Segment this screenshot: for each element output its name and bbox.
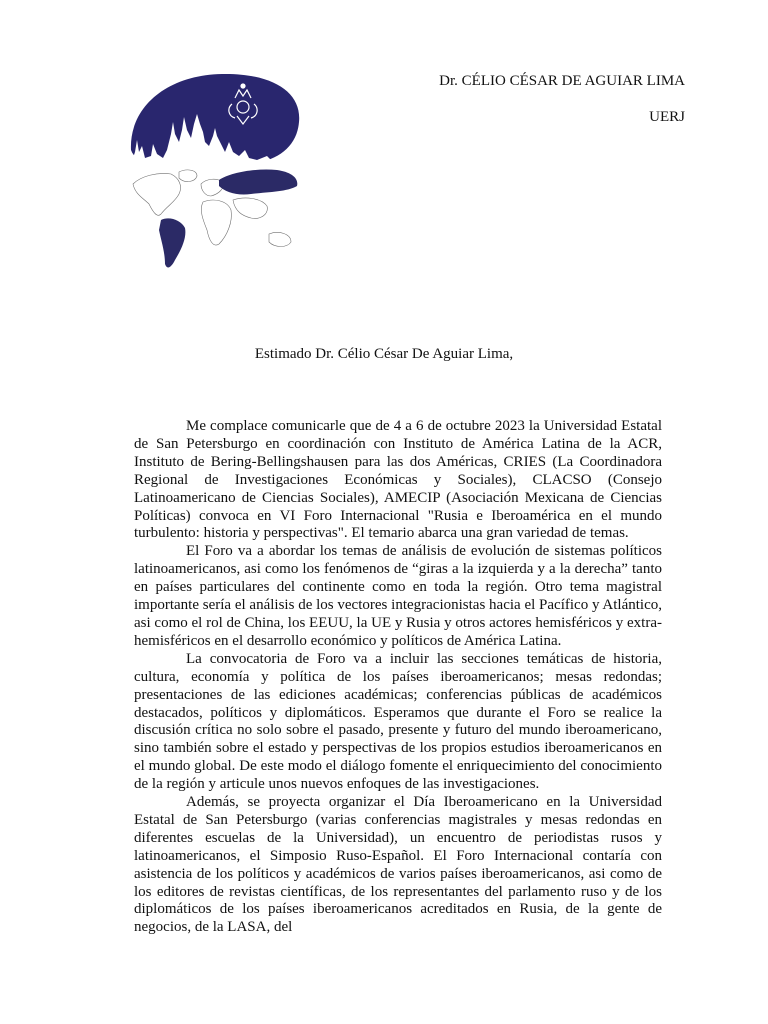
- salutation: Estimado Dr. Célio César De Aguiar Lima,: [254, 346, 514, 362]
- institution-logo: [127, 72, 302, 272]
- recipient-block: [439, 72, 685, 126]
- body-paragraph: Además, se proyecta organizar el Día Iberoamericano en la Universidad Estatal de San Petersburgo (varias conferencias magistrales y mesas redondas en diferentes escuelas de la Universidad), un encuentro de periodistas rusos y latinoamericanos, el Simposio Ruso-Español. El Foro Internacional contaría con asistencia de los políticos y académicos de varios países iberoamericanos, asi como de los editores de revistas científicas, de los representantes del parlamento ruso y de los diplomáticos de los países iberoamericanos acreditados en Rusia, de la gente de negocios, de la LASA, del: [134, 794, 662, 936]
- recipient-name: Dr. CÉLIO CÉSAR DE AGUIAR LIMA: [439, 73, 685, 89]
- body-paragraph: La convocatoria de Foro va a incluir las secciones temáticas de historia, cultura, economía y política de los países iberoamericanos; mesas redondas; presentaciones de las ediciones académicas; conferencias públicas de académicos destacados, políticos y diplomáticos. Esperamos que durante el Foro se realice la discusión crítica no solo sobre el pasado, presente y futuro del mundo iberoamericano, sino también sobre el estado y perspectivas de los propios estudios iberoamericanos en el mundo global. De este modo el diálogo fomente el enriquecimiento del conocimiento de la región y articule unos nuevos enfoques de las investigaciones.: [134, 650, 662, 793]
- body-paragraph: El Foro va a abordar los temas de análisis de evolución de sistemas políticos latinoamericanos, asi como los fenómenos de “giras a la izquierda y a la derecha” tanto en países particulares del continente como en toda la región. Otro tema magistral importante sería el análisis de los vectores integracionistas hacia el Pacífico y Atlántico, asi como el rol de China, los EEUU, la UE y Rusia y otros actores hemisféricos y extra-hemisféricos en el desarrollo económico y políticos de América Latina.: [134, 543, 662, 649]
- letter-body: [134, 418, 662, 937]
- body-paragraph: Me complace comunicarle que de 4 a 6 de octubre 2023 la Universidad Estatal de San Petersburgo en coordinación con Instituto de América Latina de la ACR, Instituto de Bering-Bellingshausen para las dos Américas, CRIES (La Coordinadora Regional de Investigaciones Económicas y Sociales), CLACSO (Consejo Latinoamericano de Ciencias Sociales), AMECIP (Asociación Mexicana de Ciencias Políticas) convoca en VI Foro Internacional "Rusia e Iberoamérica en el mundo turbulento: historia y perspectivas". El temario abarca una gran variedad de temas.: [134, 418, 662, 542]
- recipient-organization: UERJ: [649, 109, 685, 125]
